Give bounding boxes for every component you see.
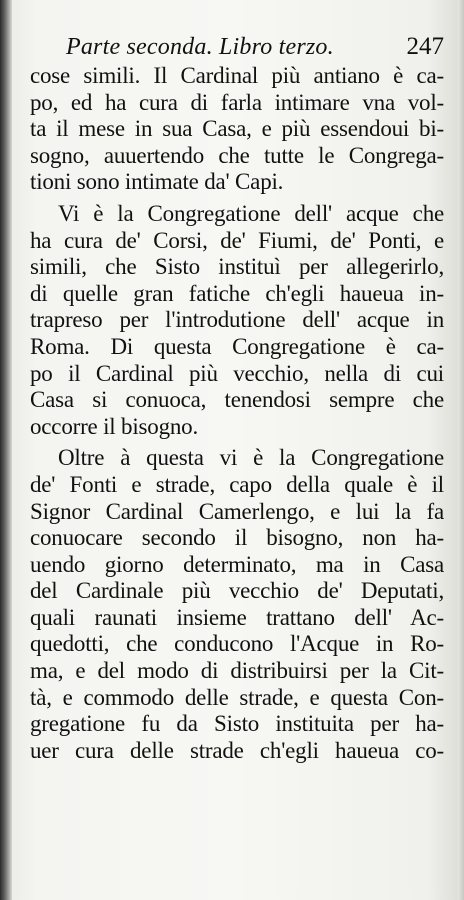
page-edge bbox=[458, 0, 464, 900]
text-line: tà, e commodo delle strade, e questa Con- bbox=[30, 684, 444, 710]
text-line: po il Cardinal più vecchio, nella di cui bbox=[30, 360, 444, 386]
text-line: uer cura delle strade ch'egli haueua co- bbox=[30, 737, 444, 763]
binding-gutter bbox=[0, 0, 12, 900]
text-line: del Cardinale più vecchio de' Deputati, bbox=[30, 578, 444, 604]
text-line: sogno, auuertendo che tutte le Congrega- bbox=[30, 142, 444, 168]
paragraph-1 bbox=[30, 63, 444, 196]
text-line: gregatione fu da Sisto instituita per ha- bbox=[30, 711, 444, 737]
text-line: Signor Cardinal Camerlengo, e lui la fa bbox=[30, 498, 444, 524]
text-line: uendo giorno determinato, ma in Casa bbox=[30, 551, 444, 577]
text-line: Vi è la Congregatione dell' acque che bbox=[58, 200, 444, 226]
text-line: ma, e del modo di distribuirsi per la Cit- bbox=[30, 658, 444, 684]
text-line: conuocare secondo il bisogno, non ha- bbox=[30, 525, 444, 551]
page-header bbox=[66, 34, 444, 66]
text-line: po, ed ha cura di farla intimare vna vol- bbox=[30, 89, 444, 115]
running-head: Parte seconda. Libro terzo. bbox=[66, 34, 334, 60]
text-line: ta il mese in sua Casa, e più essendoui bi- bbox=[30, 116, 444, 142]
text-line: quedotti, che conducono l'Acque in Ro- bbox=[30, 631, 444, 657]
text-line: simili, che Sisto instituì per allegerirlo, bbox=[30, 254, 444, 280]
text-line: tioni sono intimate da' Capi. bbox=[30, 169, 284, 195]
page-number: 247 bbox=[406, 33, 444, 60]
text-line: occorre il bisogno. bbox=[30, 413, 199, 439]
text-line: Oltre à questa vi è la Congregatione bbox=[58, 445, 444, 471]
body-text bbox=[30, 63, 444, 764]
paragraph-2 bbox=[30, 201, 444, 440]
text-line: Roma. Di questa Congregatione è ca- bbox=[30, 333, 444, 359]
text-line: quali raunati insieme trattano dell' Ac- bbox=[30, 604, 444, 630]
paragraph-3 bbox=[30, 445, 444, 764]
text-line: di quelle gran fatiche ch'egli haueua in- bbox=[30, 280, 444, 306]
text-line: cose simili. Il Cardinal più antiano è ca- bbox=[30, 63, 444, 88]
text-line: Casa si conuoca, tenendosi sempre che bbox=[30, 387, 444, 413]
text-line: trapreso per l'introdutione dell' acque in bbox=[30, 307, 444, 333]
text-line: ha cura de' Corsi, de' Fiumi, de' Ponti, e bbox=[30, 227, 444, 253]
text-line: de' Fonti e strade, capo della quale è il bbox=[30, 471, 444, 497]
